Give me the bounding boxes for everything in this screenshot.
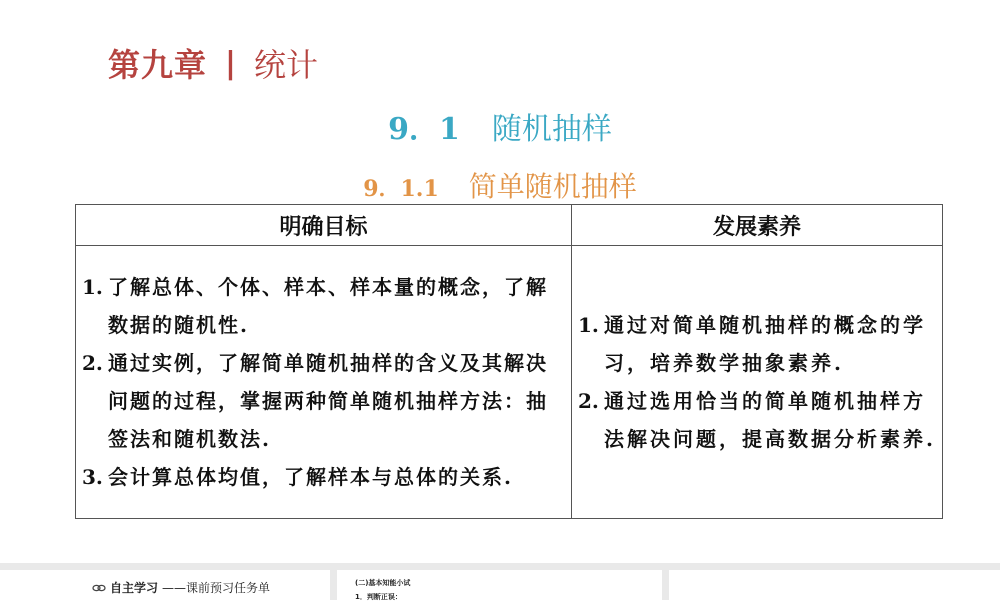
subsection-number: 9．1.1 <box>363 176 439 202</box>
header-develop-literacy: 发展素养 <box>572 205 943 246</box>
item-number: 1. <box>578 313 599 337</box>
literacy-list <box>578 306 936 458</box>
link-icon <box>92 583 106 593</box>
thumbnail-panel-3[interactable] <box>669 570 1000 600</box>
item-text: 通过实例，了解简单随机抽样的含义及其解决问题的过程，掌握两种简单随机抽样方法：抽签法和随机数法. <box>108 351 548 451</box>
item-text: 了解总体、个体、样本、样本量的概念，了解数据的随机性. <box>108 275 548 337</box>
table-body-row <box>76 246 943 519</box>
panel2-line1: (二)基本知能小试 <box>355 579 411 587</box>
subsection-name: 简单随机抽样 <box>468 170 637 203</box>
list-item <box>82 458 565 496</box>
item-number: 2. <box>578 389 599 413</box>
chapter-number: 第九章 <box>108 46 208 84</box>
section-number: 9．1 <box>388 112 460 147</box>
chapter-heading <box>108 40 318 86</box>
panel1-caption <box>92 579 270 596</box>
goals-table <box>75 204 943 519</box>
thumbnail-panel-2[interactable] <box>337 570 662 600</box>
list-item <box>82 344 565 458</box>
table-header-row <box>76 205 943 246</box>
item-text: 通过选用恰当的简单随机抽样方法解决问题，提高数据分析素养. <box>604 389 936 451</box>
item-text: 会计算总体均值，了解样本与总体的关系. <box>108 465 513 489</box>
thumbnail-panel-1[interactable] <box>0 570 330 600</box>
literacy-cell <box>572 246 943 519</box>
item-number: 1. <box>82 275 103 299</box>
chapter-name: 统计 <box>253 46 318 84</box>
panel2-line2: 1．判断正误： <box>355 593 402 601</box>
goals-cell <box>76 246 572 519</box>
subsection-title <box>0 165 1000 205</box>
list-item <box>82 268 565 344</box>
section-name: 随机抽样 <box>491 112 612 147</box>
panel1-bold: 自主学习 <box>110 581 159 595</box>
item-number: 3. <box>82 465 103 489</box>
header-clear-goals: 明确目标 <box>76 205 572 246</box>
goals-list <box>82 268 565 496</box>
panel1-rest: ——课前预习任务单 <box>162 581 271 595</box>
chapter-separator: | <box>225 45 236 81</box>
list-item <box>578 306 936 382</box>
list-item <box>578 382 936 458</box>
section-title <box>0 104 1000 148</box>
item-text: 通过对简单随机抽样的概念的学习，培养数学抽象素养. <box>604 313 926 375</box>
item-number: 2. <box>82 351 103 375</box>
